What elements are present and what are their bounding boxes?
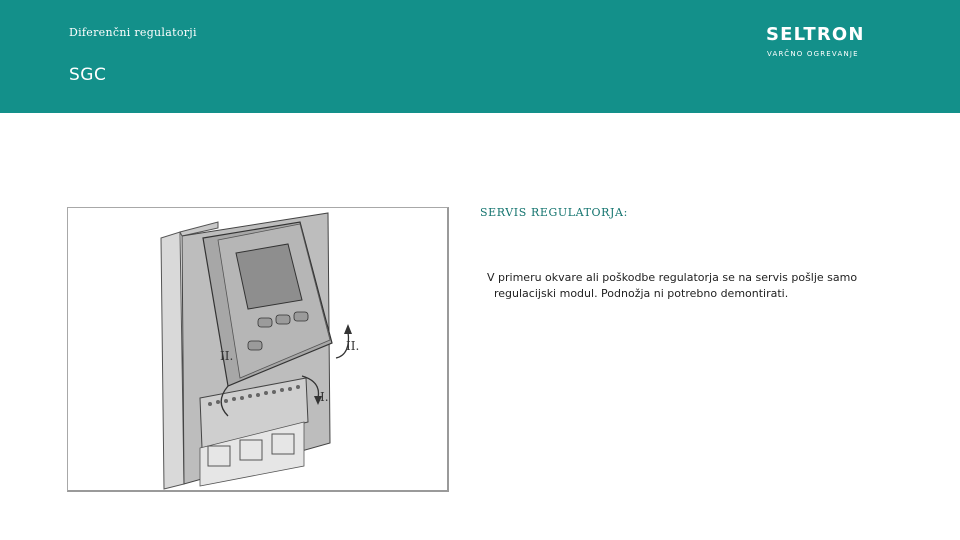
label-step-one: I. <box>320 390 329 404</box>
arrow-right-up-head <box>344 324 352 334</box>
page-title: SGC <box>69 65 107 85</box>
header-banner <box>0 0 960 113</box>
button-4 <box>248 341 262 350</box>
button-3 <box>294 312 308 321</box>
controller-illustration <box>67 207 449 492</box>
button-2 <box>276 315 290 324</box>
body-line-2: regulacijski modul. Podnožja ni potrebno demontirati. <box>494 287 789 300</box>
mount-plate-side <box>161 232 184 489</box>
label-step-two-left: II. <box>220 349 234 363</box>
body-paragraph <box>487 270 887 302</box>
controller-drawing <box>68 208 447 490</box>
header-subtitle: Diferenčni regulatorji <box>69 26 197 39</box>
label-step-two-right: II. <box>346 339 360 353</box>
button-1 <box>258 318 272 327</box>
body-line-1: V primeru okvare ali poškodbe regulatorja se na servis pošlje samo <box>487 271 858 284</box>
brand-logo: SELTRON <box>766 24 865 45</box>
brand-tagline: VARČNO OGREVANJE <box>767 50 859 58</box>
section-heading: SERVIS REGULATORJA: <box>480 206 628 219</box>
